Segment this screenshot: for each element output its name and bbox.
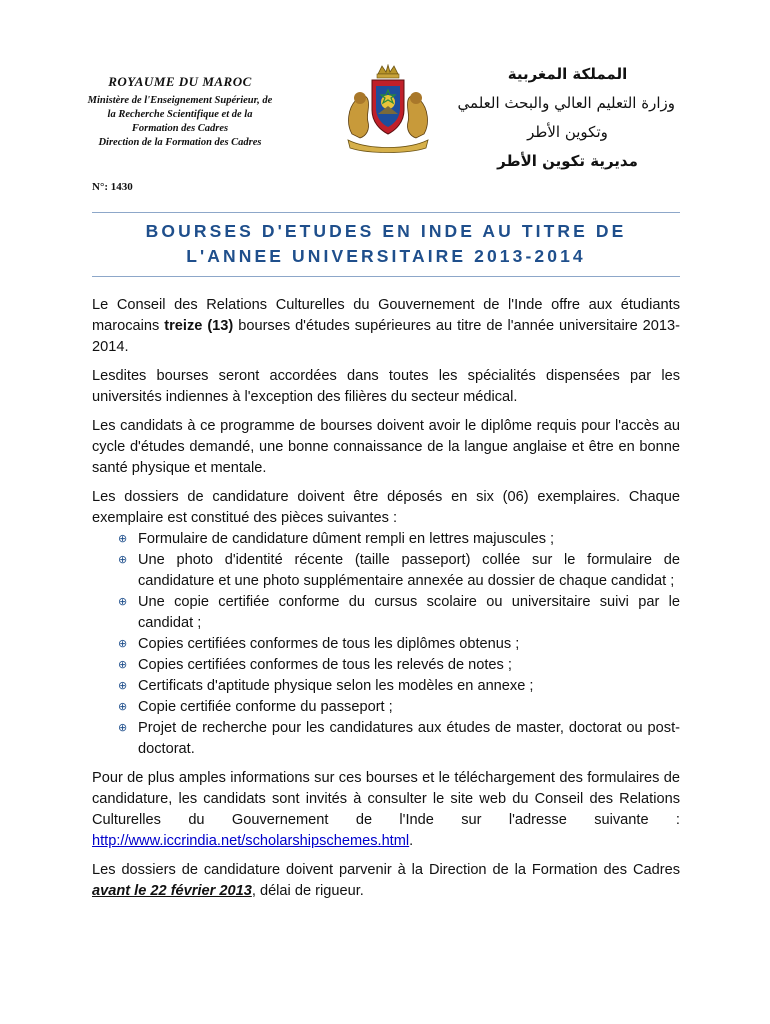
paragraph-more-info <box>92 768 680 852</box>
crosshair-bullet-icon: ⊕ <box>118 659 128 671</box>
list-item-text: Projet de recherche pour les candidatures aux études de master, doctorat ou post-doctorat. <box>138 720 680 757</box>
list-item <box>92 676 680 697</box>
ministry-line-1: Ministère de l'Enseignement Supérieur, de <box>87 95 273 106</box>
document-body <box>92 295 680 910</box>
list-item-text: Copies certifiées conformes de tous les relevés de notes ; <box>138 657 512 673</box>
list-item <box>92 634 680 655</box>
crosshair-bullet-icon: ⊕ <box>118 701 128 713</box>
list-item-text: Copies certifiées conformes de tous les diplômes obtenus ; <box>138 636 520 652</box>
header-left-block <box>55 74 305 150</box>
paragraph-more-info-end: . <box>409 833 414 849</box>
list-item-text: Une photo d'identité récente (taille passeport) collée sur le formulaire de candidature et une photo supplémentaire annexée au dossier de chaque candidat ; <box>138 552 680 589</box>
ministry-line-3: Formation des Cadres <box>131 123 229 134</box>
paragraph-deadline-text: Les dossiers de candidature doivent parvenir à la Direction de la Formation des Cadres <box>92 862 680 878</box>
paragraph-requirements: Les candidats à ce programme de bourses doivent avoir le diplôme requis pour l'accès au cycle d'études demandé, une bonne connaissance de la langue anglaise et être en bonne santé physique et mentale. <box>92 418 680 476</box>
kingdom-name-arabic: المملكة المغربية <box>507 65 628 83</box>
list-item-text: Copie certifiée conforme du passeport ; <box>138 699 393 715</box>
paragraph-offer-text-a: Le Conseil des Relations Culturelles du Gouvernement de l'Inde offre aux étudiants marocains <box>92 297 680 334</box>
title-rule-bottom <box>92 276 680 277</box>
list-item <box>92 529 680 550</box>
paragraph-offer-text-b: bourses d'études supérieures au titre de l'année universitaire 2013-2014. <box>92 318 680 355</box>
paragraph-offer <box>92 295 680 358</box>
page-title <box>92 219 680 269</box>
crosshair-bullet-icon: ⊕ <box>118 554 128 566</box>
list-item <box>92 697 680 718</box>
ministry-line-2: la Recherche Scientifique et de la <box>107 109 253 120</box>
paragraph-deadline <box>92 860 680 902</box>
list-item <box>92 718 680 760</box>
list-item-text: Une copie certifiée conforme du cursus scolaire ou universitaire suivi par le candidat ; <box>138 594 680 631</box>
documents-list <box>92 529 680 760</box>
list-item <box>92 550 680 592</box>
list-item <box>92 592 680 634</box>
ministry-line-arabic-2: وتكوين الأطر <box>527 123 608 141</box>
paragraph-more-info-text: Pour de plus amples informations sur ces bourses et le téléchargement des formulaires de candidature, les candidats sont invités à consulter le site web du Conseil des Relations Culturelles du Gouvernement de l'Inde sur l'adresse suivante : <box>92 770 680 828</box>
royal-coat-of-arms-icon <box>338 64 438 154</box>
list-item-text: Formulaire de candidature dûment rempli en lettres majuscules ; <box>138 531 555 547</box>
header-right-block <box>457 60 675 176</box>
paragraph-deadline-end: , délai de rigueur. <box>251 883 364 899</box>
crosshair-bullet-icon: ⊕ <box>118 680 128 692</box>
crosshair-bullet-icon: ⊕ <box>118 533 128 545</box>
ministry-line-arabic: وزارة التعليم العالي والبحث العلمي <box>457 94 675 112</box>
scholarship-count: treize (13) <box>164 318 234 334</box>
title-line-1: BOURSES D'ETUDES EN INDE AU TITRE DE <box>145 221 627 241</box>
crosshair-bullet-icon: ⊕ <box>118 722 128 734</box>
list-item <box>92 655 680 676</box>
directorate-line-arabic: مديرية تكوين الأطر <box>497 152 638 170</box>
paragraph-specialties: Lesdites bourses seront accordées dans toutes les spécialités dispensées par les universités indiennes à l'exception des filières du secteur médical. <box>92 368 680 405</box>
deadline-date: avant le 22 février 2013 <box>92 883 252 899</box>
paragraph-dossier: Les dossiers de candidature doivent être déposés en six (06) exemplaires. Chaque exemplaire est constitué des pièces suivantes : <box>92 489 680 526</box>
crosshair-bullet-icon: ⊕ <box>118 596 128 608</box>
title-rule-top <box>92 212 680 213</box>
crosshair-bullet-icon: ⊕ <box>118 638 128 650</box>
list-item-text: Certificats d'aptitude physique selon les modèles en annexe ; <box>138 678 534 694</box>
kingdom-name: ROYAUME DU MAROC <box>108 74 252 89</box>
directorate-line: Direction de la Formation des Cadres <box>98 137 262 148</box>
reference-number: N°: 1430 <box>92 181 133 193</box>
scholarship-website-link[interactable]: http://www.iccrindia.net/scholarshipschemes.html <box>92 833 410 849</box>
title-line-2: L'ANNEE UNIVERSITAIRE 2013-2014 <box>186 246 586 266</box>
